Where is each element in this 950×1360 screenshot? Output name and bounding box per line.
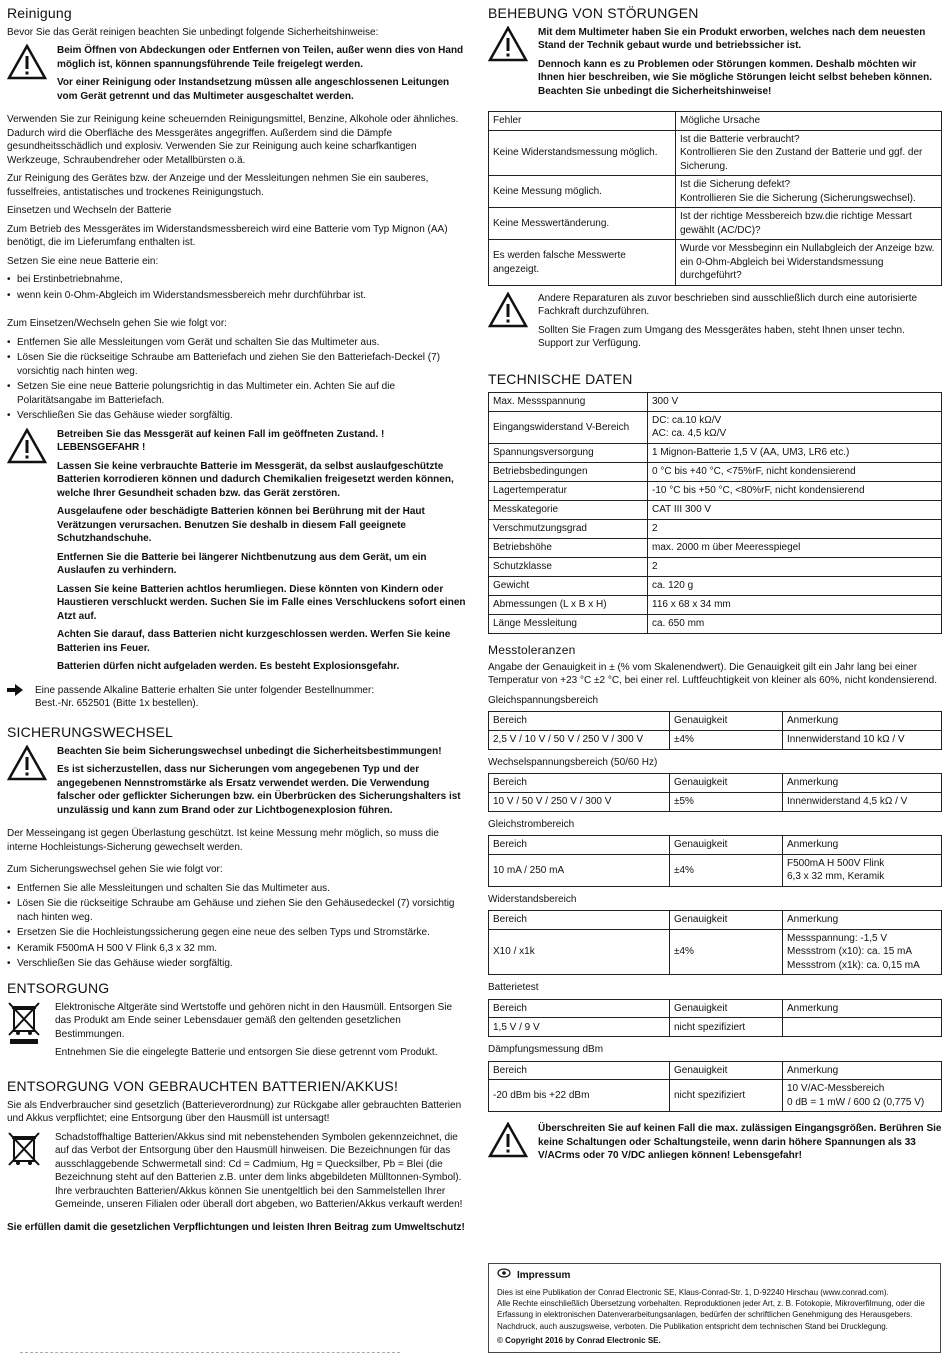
table-cell: Messspannung: -1,5 V Messstrom (x10): ca. 15 mA Messstrom (x1k): ca. 0,15 mA bbox=[783, 929, 942, 975]
table-cell: ±4% bbox=[670, 854, 783, 886]
tolerance-table bbox=[488, 1061, 942, 1113]
table-cell: X10 / x1k bbox=[489, 929, 670, 975]
table-cell: 2 bbox=[648, 557, 942, 576]
warning-triangle-icon bbox=[7, 428, 51, 679]
tolerances-intro: Angabe der Genauigkeit in ± (% vom Skalenendwert). Die Genauigkeit gilt ein Jahr lang bei einer Temperatur von +23 °C ±2 °C, bei einer rel. Luftfeuchtigkeit von kleiner als 60%, nicht kondensierend. bbox=[488, 661, 938, 687]
table-header: Bereich bbox=[489, 1061, 670, 1080]
table-header-row bbox=[489, 836, 942, 855]
table-header-row bbox=[489, 999, 942, 1018]
table-row bbox=[489, 1018, 942, 1037]
page-bottom-divider bbox=[20, 1352, 400, 1354]
tolerance-group-label: Wechselspannungsbereich (50/60 Hz) bbox=[488, 756, 658, 768]
table-header: Genauigkeit bbox=[670, 1061, 783, 1080]
table-header: Bereich bbox=[489, 774, 670, 793]
table-cell: Länge Messleitung bbox=[489, 614, 648, 633]
cleaning-intro: Bevor Sie das Gerät reinigen beachten Sie unbedingt folgende Sicherheitshinweise: bbox=[7, 26, 379, 38]
table-row bbox=[489, 519, 942, 538]
warning-triangle-icon bbox=[7, 745, 51, 823]
eye-icon bbox=[497, 1268, 511, 1283]
troubleshooting-warning bbox=[488, 26, 942, 104]
cleaning-warning-1: Beim Öffnen von Abdeckungen oder Entfernen von Teilen, außer wenn dies von Hand möglich ist, können spannungsführende Teile freigelegt werden. bbox=[57, 45, 464, 70]
tolerance-group-label: Gleichspannungsbereich bbox=[488, 694, 599, 706]
impressum-copyright: © Copyright 2016 by Conrad Electronic SE. bbox=[497, 1335, 661, 1345]
battery-conditions-list bbox=[7, 273, 467, 302]
table-row bbox=[489, 614, 942, 633]
table-cell: Keine Messung möglich. bbox=[489, 176, 676, 208]
table-header: Anmerkung bbox=[783, 1061, 942, 1080]
battery-disposal-block bbox=[7, 1131, 467, 1217]
list-item: • Entfernen Sie alle Messleitungen vom Gerät und schalten Sie das Multimeter aus. bbox=[7, 336, 467, 350]
impressum-paragraph-2: Alle Rechte einschließlich Übersetzung vorbehalten. Reproduktionen jeder Art, z. B. Fotokopie, Mikroverfilmung, oder die Erfassung in elektronischen Datenverarbeitungsanlagen, bedürfen der schriftlichen Genehmigung des Herausgebers. Nachdruck, auch auszugsweise, verboten. Die Publikation entspricht dem technischen Stand bei Drucklegung. bbox=[497, 1299, 925, 1331]
table-cell: Gewicht bbox=[489, 576, 648, 595]
impressum-box bbox=[488, 1263, 941, 1353]
impressum-title: Impressum bbox=[517, 1269, 571, 1281]
tolerance-group-label: Dämpfungsmessung dBm bbox=[488, 1044, 604, 1056]
warning-triangle-icon bbox=[7, 44, 51, 108]
battery-warning bbox=[7, 428, 467, 679]
table-cell: ±4% bbox=[670, 730, 783, 749]
table-cell: Es werden falsche Messwerte angezeigt. bbox=[489, 240, 676, 286]
list-item: • bei Erstinbetriebnahme, bbox=[7, 273, 467, 287]
battery-warning-2: Lassen Sie keine verbrauchte Batterie im Messgerät, da selbst auslaufgeschützte Batterien korrodieren können und dadurch Chemikalien freigesetzt werden können, welche Ihrer Gesundheit schaden bzw. das Gerät zerstören. bbox=[57, 460, 454, 499]
table-header: Anmerkung bbox=[783, 911, 942, 930]
table-row bbox=[489, 854, 942, 886]
cleaning-warning bbox=[7, 44, 467, 108]
table-row bbox=[489, 208, 942, 240]
table-row bbox=[489, 392, 942, 411]
tolerance-group-label: Widerstandsbereich bbox=[488, 893, 577, 905]
repair-note-2: Sollten Sie Fragen zum Umgang des Messgerätes haben, steht Ihnen unser techn. Support zur Verfügung. bbox=[538, 324, 905, 350]
table-cell: Keine Messwertänderung. bbox=[489, 208, 676, 240]
table-header: Genauigkeit bbox=[670, 999, 783, 1018]
table-header: Bereich bbox=[489, 911, 670, 930]
battery-disposal-title: ENTSORGUNG VON GEBRAUCHTEN BATTERIEN/AKKUS! bbox=[7, 1077, 399, 1094]
battery-warning-7: Batterien dürfen nicht aufgeladen werden. Es besteht Explosionsgefahr. bbox=[57, 661, 400, 673]
table-cell: Schutzklasse bbox=[489, 557, 648, 576]
tolerance-table bbox=[488, 835, 942, 887]
list-item: • Verschließen Sie das Gehäuse wieder sorgfältig. bbox=[7, 409, 467, 423]
repair-note-1: Andere Reparaturen als zuvor beschrieben sind ausschließlich durch eine autorisierte Fachkraft durchzuführen. bbox=[538, 292, 918, 318]
table-cell: Keine Widerstandsmessung möglich. bbox=[489, 130, 676, 176]
table-header: Anmerkung bbox=[783, 712, 942, 731]
table-header: Anmerkung bbox=[783, 774, 942, 793]
tolerance-table bbox=[488, 773, 942, 812]
battery-disposal-closing: Sie erfüllen damit die gesetzlichen Verpflichtungen und leisten Ihren Beitrag zum Umweltschutz! bbox=[7, 1221, 465, 1233]
fuse-warning-1: Beachten Sie beim Sicherungswechsel unbedingt die Sicherheitsbestimmungen! bbox=[57, 745, 442, 757]
table-header: Fehler bbox=[489, 112, 676, 131]
table-cell: max. 2000 m über Meeresspiegel bbox=[648, 538, 942, 557]
table-cell: ±5% bbox=[670, 792, 783, 811]
table-cell: ca. 650 mm bbox=[648, 614, 942, 633]
table-row bbox=[489, 929, 942, 975]
table-cell: 1 Mignon-Batterie 1,5 V (AA, UM3, LR6 etc.) bbox=[648, 443, 942, 462]
repair-note bbox=[488, 292, 942, 356]
battery-paragraph-1: Zum Betrieb des Messgerätes im Widerstandsmessbereich wird eine Batterie vom Typ Mignon (AA) benötigt, die im Lieferumfang enthalten ist. bbox=[7, 223, 448, 249]
table-header: Bereich bbox=[489, 999, 670, 1018]
table-row bbox=[489, 500, 942, 519]
left-column bbox=[7, 4, 467, 1239]
table-header-row bbox=[489, 1061, 942, 1080]
battery-disposal-paragraph-2: Schadstoffhaltige Batterien/Akkus sind mit nebenstehenden Symbolen gekennzeichnet, die auf das Verbot der Entsorgung über den Hausmüll hinweisen. Die Bezeichnungen für das ausschlaggebende Schwermetall sind: Cd = Cadmium, Hg = Quecksilber, Pb = Blei (die Bezeichnung steht auf den Batterien z.B. unter dem links abgebildeten Mülltonnen-Symbol). Ihre verbrauchten Batterien/Akkus können Sie unentgeltlich bei den Sammelstellen Ihrer Gemeinde, unseren Filialen oder überall dort abgeben, wo Batterien/Akkus verkauft werden! bbox=[55, 1131, 463, 1211]
table-header: Genauigkeit bbox=[670, 774, 783, 793]
table-cell: ca. 120 g bbox=[648, 576, 942, 595]
specs-title: TECHNISCHE DATEN bbox=[488, 370, 633, 387]
order-note-line-1: Eine passende Alkaline Batterie erhalten Sie unter folgender Bestellnummer: bbox=[35, 684, 375, 696]
table-row bbox=[489, 130, 942, 176]
cleaning-title: Reinigung bbox=[7, 5, 72, 21]
right-column bbox=[488, 4, 942, 1173]
warning-triangle-icon bbox=[488, 1122, 532, 1168]
disposal-title: ENTSORGUNG bbox=[7, 979, 110, 996]
cleaning-warning-2: Vor einer Reinigung oder Instandsetzung müssen alle angeschlossenen Leitungen vom Gerät getrennt und das Multimeter ausgeschaltet werden. bbox=[57, 77, 450, 102]
table-cell: Ist der richtige Messbereich bzw.die richtige Messart gewählt (AC/DC)? bbox=[676, 208, 942, 240]
table-row bbox=[489, 411, 942, 443]
table-header: Genauigkeit bbox=[670, 712, 783, 731]
fuse-steps-title: Zum Sicherungswechsel gehen Sie wie folgt vor: bbox=[7, 864, 223, 876]
table-cell: 2 bbox=[648, 519, 942, 538]
tolerance-table bbox=[488, 999, 942, 1038]
table-cell: Betriebsbedingungen bbox=[489, 462, 648, 481]
tolerance-table bbox=[488, 910, 942, 975]
table-cell: Betriebshöhe bbox=[489, 538, 648, 557]
table-cell: Verschmutzungsgrad bbox=[489, 519, 648, 538]
table-header: Genauigkeit bbox=[670, 836, 783, 855]
list-item: • Lösen Sie die rückseitige Schraube am Batteriefach und ziehen Sie den Batteriefach-Deckel (7) vorsichtig nach hinten weg. bbox=[7, 351, 467, 378]
table-row bbox=[489, 730, 942, 749]
table-header-row bbox=[489, 112, 942, 131]
cleaning-paragraph-1: Verwenden Sie zur Reinigung keine scheuernden Reinigungsmittel, Benzine, Alkohole oder ähnliches. Dadurch wird die Oberfläche des Messgerätes angegriffen. Außerdem sind die Dämpfe gesundheitsschädlich und explosiv. Verwenden Sie zur Reinigung auch keine scharfkantigen Werkzeuge, Schraubendreher oder Metallbürsten o.ä. bbox=[7, 114, 459, 166]
troubleshooting-table bbox=[488, 111, 942, 286]
list-item: • Ersetzen Sie die Hochleistungssicherung gegen eine neue des selben Typs und Stromstärke. bbox=[7, 926, 467, 940]
table-row bbox=[489, 240, 942, 286]
table-header: Genauigkeit bbox=[670, 911, 783, 930]
table-cell: nicht spezifiziert bbox=[670, 1080, 783, 1112]
table-header: Mögliche Ursache bbox=[676, 112, 942, 131]
table-row bbox=[489, 792, 942, 811]
table-header: Bereich bbox=[489, 836, 670, 855]
battery-warning-3: Ausgelaufene oder beschädigte Batterien können bei Berührung mit der Haut Verätzungen verursachen. Benutzen Sie deshalb in diesem Fall geeignete Schutzhandschuhe. bbox=[57, 506, 425, 545]
specs-table bbox=[488, 392, 942, 634]
list-item: • wenn kein 0-Ohm-Abgleich im Widerstandsmessbereich mehr durchführbar ist. bbox=[7, 289, 467, 303]
battery-paragraph-2: Setzen Sie eine neue Batterie ein: bbox=[7, 255, 159, 267]
list-item: • Entfernen Sie alle Messleitungen und schalten Sie das Multimeter aus. bbox=[7, 882, 467, 896]
list-item: • Verschließen Sie das Gehäuse wieder sorgfältig. bbox=[7, 957, 467, 971]
table-cell: 10 mA / 250 mA bbox=[489, 854, 670, 886]
crossed-bin-icon bbox=[7, 1131, 45, 1217]
tolerance-groups bbox=[488, 694, 942, 1113]
table-cell: 10 V/AC-Messbereich 0 dB = 1 mW / 600 Ω (0,775 V) bbox=[783, 1080, 942, 1112]
table-header-row bbox=[489, 911, 942, 930]
fuse-title: SICHERUNGSWECHSEL bbox=[7, 723, 173, 740]
table-cell: Max. Messspannung bbox=[489, 392, 648, 411]
battery-title: Einsetzen und Wechseln der Batterie bbox=[7, 205, 172, 217]
table-cell: Lagertemperatur bbox=[489, 481, 648, 500]
fuse-steps-list bbox=[7, 882, 467, 971]
table-row bbox=[489, 443, 942, 462]
arrow-right-icon bbox=[7, 684, 25, 711]
table-cell: Ist die Batterie verbraucht? Kontrollieren Sie den Zustand der Batterie und ggf. der Sicherung. bbox=[676, 130, 942, 176]
cleaning-paragraph-2: Zur Reinigung des Gerätes bzw. der Anzeige und der Messleitungen nehmen Sie ein sauberes, fusselfreies, antistatisches und trockenes Reinigungstuch. bbox=[7, 173, 429, 198]
table-row bbox=[489, 176, 942, 208]
table-cell: Innenwiderstand 4,5 kΩ / V bbox=[783, 792, 942, 811]
order-note-line-2: Best.-Nr. 652501 (Bitte 1x bestellen). bbox=[35, 698, 199, 710]
list-item: • Setzen Sie eine neue Batterie polungsrichtig in das Multimeter ein. Achten Sie auf die Polaritätsangabe im Batteriefach. bbox=[7, 380, 467, 407]
battery-warning-4: Entfernen Sie die Batterie bei längerer Nichtbenutzung aus dem Gerät, um ein Auslaufen zu verhindern. bbox=[57, 551, 427, 577]
table-cell: Ist die Sicherung defekt? Kontrollieren Sie die Sicherung (Sicherungswechsel). bbox=[676, 176, 942, 208]
list-item: • Lösen Sie die rückseitige Schraube am Gehäuse und ziehen Sie den Gehäusedeckel (7) vorsichtig nach hinten weg. bbox=[7, 897, 467, 924]
battery-warning-6: Achten Sie darauf, dass Batterien nicht kurzgeschlossen werden. Werfen Sie keine Batterien ins Feuer. bbox=[57, 629, 451, 654]
impressum-paragraph-1: Dies ist eine Publikation der Conrad Electronic SE, Klaus-Conrad-Str. 1, D-92240 Hirschau (www.conrad.com). bbox=[497, 1288, 889, 1297]
table-row bbox=[489, 557, 942, 576]
table-header-row bbox=[489, 712, 942, 731]
table-row bbox=[489, 576, 942, 595]
disposal-paragraph-1: Elektronische Altgeräte sind Wertstoffe und gehören nicht in den Hausmüll. Entsorgen Sie das Produkt am Ende seiner Lebensdauer gemäß den geltenden gesetzlichen Bestimmungen. bbox=[55, 1001, 453, 1040]
battery-steps-list bbox=[7, 336, 467, 423]
table-cell: Messkategorie bbox=[489, 500, 648, 519]
tolerance-group-label: Gleichstrombereich bbox=[488, 818, 575, 830]
table-cell: 2,5 V / 10 V / 50 V / 250 V / 300 V bbox=[489, 730, 670, 749]
battery-warning-1: Betreiben Sie das Messgerät auf keinen Fall im geöffneten Zustand. ! LEBENSGEFAHR ! bbox=[57, 428, 385, 454]
warning-triangle-icon bbox=[488, 292, 532, 356]
warning-triangle-icon bbox=[488, 26, 532, 104]
table-cell: 0 °C bis +40 °C, <75%rF, nicht kondensierend bbox=[648, 462, 942, 481]
table-row bbox=[489, 462, 942, 481]
table-cell: -10 °C bis +50 °C, <80%rF, nicht kondensierend bbox=[648, 481, 942, 500]
table-cell: 300 V bbox=[648, 392, 942, 411]
table-cell: Eingangswiderstand V-Bereich bbox=[489, 411, 648, 443]
list-item: • Keramik F500mA H 500 V Flink 6,3 x 32 mm. bbox=[7, 942, 467, 956]
table-cell: 1,5 V / 9 V bbox=[489, 1018, 670, 1037]
tolerance-table bbox=[488, 711, 942, 750]
table-cell: nicht spezifiziert bbox=[670, 1018, 783, 1037]
table-row bbox=[489, 595, 942, 614]
table-cell: Innenwiderstand 10 kΩ / V bbox=[783, 730, 942, 749]
fuse-paragraph: Der Messeingang ist gegen Überlastung geschützt. Ist keine Messung mehr möglich, so muss die interne Hochleistungs-Sicherung gewechselt werden. bbox=[7, 828, 439, 853]
table-cell: ±4% bbox=[670, 929, 783, 975]
tolerances-title: Messtoleranzen bbox=[488, 642, 576, 657]
tolerance-group-label: Batterietest bbox=[488, 982, 539, 994]
table-header: Anmerkung bbox=[783, 999, 942, 1018]
table-header: Anmerkung bbox=[783, 836, 942, 855]
table-header: Bereich bbox=[489, 712, 670, 731]
table-cell: Abmessungen (L x B x H) bbox=[489, 595, 648, 614]
input-limit-warning bbox=[488, 1122, 942, 1168]
table-cell: DC: ca.10 kΩ/V AC: ca. 4,5 kΩ/V bbox=[648, 411, 942, 443]
crossed-bin-icon bbox=[7, 1001, 45, 1065]
table-cell: F500mA H 500V Flink 6,3 x 32 mm, Keramik bbox=[783, 854, 942, 886]
fuse-warning-2: Es ist sicherzustellen, dass nur Sicherungen vom angegebenen Typ und der angegebenen Nennstromstärke als Ersatz verwendet werden. Die Verwendung falscher oder geflickter Sicherungen bzw. ein Überbrücken des Sicherungshalters ist unzulässig und kann zum Brand oder zur Lichtbogenexplosion führen. bbox=[57, 764, 461, 816]
battery-warning-5: Lassen Sie keine Batterien achtlos herumliegen. Diese könnten von Kindern oder Haustieren verschluckt werden. Suchen Sie im Falle eines Verschluckens sofort einen Atzt auf. bbox=[57, 583, 466, 622]
table-row bbox=[489, 538, 942, 557]
table-cell: Spannungsversorgung bbox=[489, 443, 648, 462]
troubleshooting-warning-1: Mit dem Multimeter haben Sie ein Produkt erworben, welches nach dem neuesten Stand der Technik gebaut wurde und betriebssicher ist. bbox=[538, 26, 926, 52]
table-cell bbox=[783, 1018, 942, 1037]
table-row bbox=[489, 1080, 942, 1112]
table-cell: 10 V / 50 V / 250 V / 300 V bbox=[489, 792, 670, 811]
battery-steps-title: Zum Einsetzen/Wechseln gehen Sie wie folgt vor: bbox=[7, 318, 227, 330]
table-header-row bbox=[489, 774, 942, 793]
table-cell: -20 dBm bis +22 dBm bbox=[489, 1080, 670, 1112]
fuse-warning bbox=[7, 745, 467, 823]
battery-disposal-paragraph-1: Sie als Endverbraucher sind gesetzlich (Batterieverordnung) zur Rückgabe aller gebrauchten Batterien und Akkus verpflichtet; eine Entsorgung über den Hausmüll ist untersagt! bbox=[7, 1099, 462, 1125]
table-cell: CAT III 300 V bbox=[648, 500, 942, 519]
order-number-note bbox=[7, 684, 467, 711]
troubleshooting-warning-2: Dennoch kann es zu Problemen oder Störungen kommen. Deshalb möchten wir Ihnen hier beschreiben, wie Sie mögliche Störungen leicht selbst beheben können. Beachten Sie unbedingt die Sicherheitshinweise! bbox=[538, 58, 932, 97]
table-row bbox=[489, 481, 942, 500]
input-limit-warning-text: Überschreiten Sie auf keinen Fall die max. zulässigen Eingangsgrößen. Berühren Sie keine Schaltungen oder Schaltungsteile, wenn darin höhere Spannungen als 33 V/ACrms oder 70 V/DC anliegen können! Lebensgefahr! bbox=[538, 1123, 942, 1162]
table-cell: 116 x 68 x 34 mm bbox=[648, 595, 942, 614]
table-cell: Wurde vor Messbeginn ein Nullabgleich der Anzeige bzw. ein 0-Ohm-Abgleich bei Widerstandsmessung durchgeführt? bbox=[676, 240, 942, 286]
disposal-block bbox=[7, 1001, 467, 1065]
disposal-paragraph-2: Entnehmen Sie die eingelegte Batterie und entsorgen Sie diese getrennt vom Produkt. bbox=[55, 1047, 438, 1059]
troubleshooting-title: BEHEBUNG VON STÖRUNGEN bbox=[488, 5, 699, 21]
